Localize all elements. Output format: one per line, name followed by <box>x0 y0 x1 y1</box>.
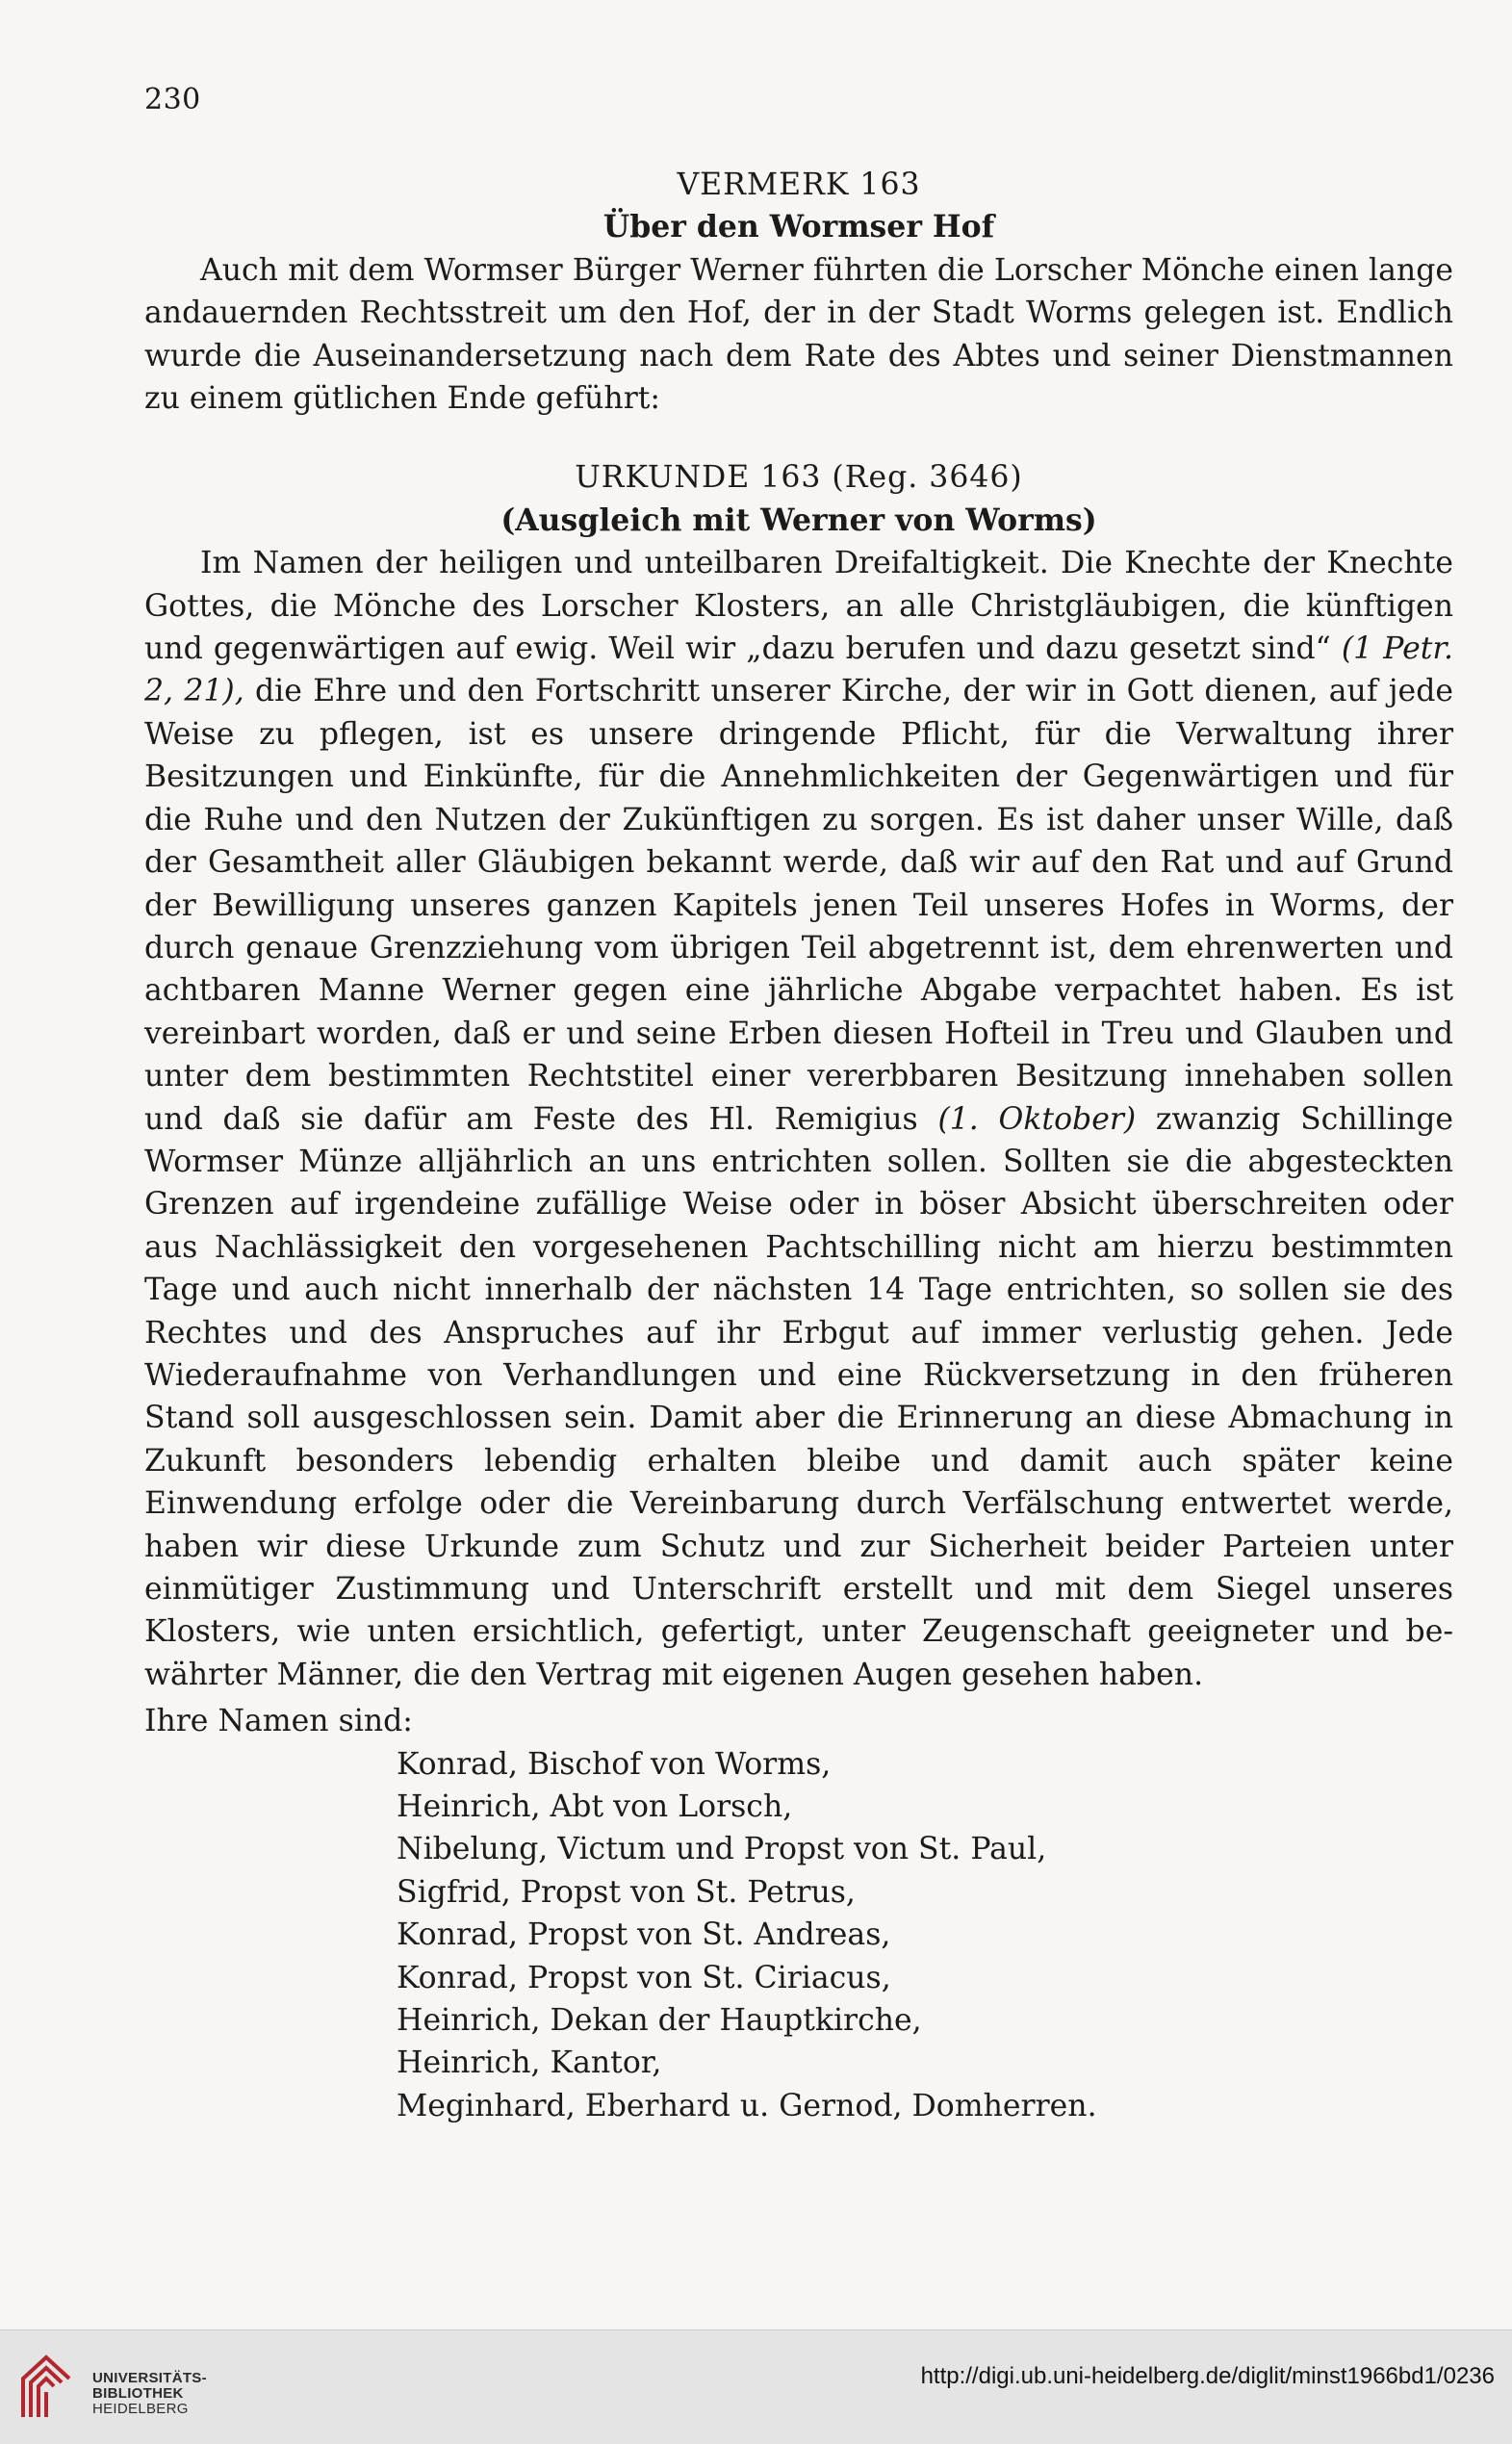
page-number: 230 <box>144 83 201 116</box>
names-intro: Ihre Namen sind: <box>144 1704 413 1739</box>
vermerk-subtitle: Über den Wormser Hof <box>602 209 995 245</box>
vermerk-text: Auch mit dem Wormser Bürger Werner führten die Lorscher Mönche einen lange andauernden Rechtsstreit um den Hof, der in der Stadt Worms gelegen ist. Endlich wurde die Auseinandersetzung nach dem Rate des Abtes und seiner Dienstmannen zu einem gütlichen Ende geführt: <box>144 252 1453 417</box>
witness-name: Konrad, Propst von St. Ciriacus, <box>397 1960 891 1995</box>
logo-line-1: UNIVERSITÄTS- <box>92 2370 207 2386</box>
urkunde-text <box>144 542 1453 1696</box>
witness-name: Heinrich, Dekan der Hauptkirche, <box>397 2003 922 2039</box>
witness-name: Sigfrid, Propst von St. Petrus, <box>397 1874 856 1910</box>
logo-line-2: BIBLIOTHEK <box>92 2385 184 2402</box>
section-gap <box>144 420 1453 456</box>
source-url[interactable]: http://digi.ub.uni-heidelberg.de/diglit/minst1966bd1/0236 <box>920 2363 1495 2389</box>
vermerk-title: VERMERK 163 <box>677 167 921 202</box>
library-logo[interactable] <box>17 2346 239 2429</box>
logo-line-3: HEIDELBERG <box>92 2401 189 2417</box>
page-content <box>144 164 1453 2127</box>
library-logo-icon <box>17 2350 77 2421</box>
witness-name: Heinrich, Abt von Lorsch, <box>397 1789 793 1825</box>
library-logo-text <box>92 2371 207 2417</box>
witness-name: Konrad, Bischof von Worms, <box>397 1746 832 1782</box>
urkunde-title: URKUNDE 163 (Reg. 3646) <box>575 460 1023 496</box>
urkunde-text-part-3: zwanzig Schillinge Wormser Münze alljährlich an uns entrichten sollen. Sollten sie die abgesteckten Grenzen auf irgendeine zufällige Weise oder in böser Absicht überschreiten oder aus Nachlässigkeit den vorgesehenen Pachtschilling nicht am hierzu bestimmten Tage und auch nicht innerhalb der nächsten 14 Tage entrichten, so sollen sie des Rechtes und des Anspruches auf ihr Erbgut auf immer verlustig gehen. Jede Wiederaufnahme von Verhandlungen und eine Rückversetzung in den früheren Stand soll ausgeschlossen sein. Damit aber die Erinnerung an diese Abmachung in Zukunft besonders lebendig erhalten bleibe und damit auch später keine Einwendung erfolge oder die Vereinbarung durch Verfälschung entwertet werde, haben wir diese Urkunde zum Schutz und zur Sicherheit beider Parteien unter einmütiger Zustimmung und Unterschrift erstellt und mit dem Siegel unseres Klosters, wie unten ersichtlich, gefertigt, unter Zeugenschaft geeigneter und bewährter Männer, die den Vertrag mit eigenen Augen gesehen haben. <box>144 1101 1454 1692</box>
witness-name: Heinrich, Kantor, <box>397 2045 662 2081</box>
urkunde-subtitle: (Ausgleich mit Werner von Worms) <box>500 502 1097 538</box>
urkunde-text-part-2: die Ehre und den Fortschritt unserer Kirche, der wir in Gott dienen, auf jede Weise zu pflegen, ist es unsere dringende Pflicht, für die Verwaltung ihrer Besitzungen und Einkünfte, für die Annehmlichkeiten der Gegenwärtigen und für die Ruhe und den Nutzen der Zukünftigen zu sorgen. Es ist daher unser Wille, daß der Gesamtheit aller Gläubigen bekannt werde, daß wir auf den Rat und auf Grund der Bewilligung unseres ganzen Kapitels jenen Teil unseres Hofes in Worms, der durch genaue Grenzziehung vom übrigen Teil abgetrennt ist, dem ehrenwerten und achtbaren Manne Werner gegen eine jährliche Abgabe verpachtet haben. Es ist vereinbart worden, daß er und seine Erben diesen Hofteil in Treu und Glauben und unter dem bestimmten Rechtstitel einer vererbbaren Besitzung innehaben sollen und daß sie dafür am Feste des Hl. Remigius <box>144 674 1454 1137</box>
bible-reference: (1 Petr. 2, 21), <box>144 631 1453 709</box>
witness-list <box>144 1743 1453 2128</box>
witness-name: Konrad, Propst von St. Andreas, <box>397 1917 891 1953</box>
date-reference: (1. Oktober) <box>937 1101 1137 1137</box>
footer-bar <box>0 2329 1512 2444</box>
urkunde-text-part-1: Im Namen der heiligen und unteilbaren Dreifaltigkeit. Die Knechte der Knechte Gottes, die Mönche des Lorscher Klosters, an alle Christgläubigen, die künftigen und gegenwärtigen auf ewig. Weil wir „dazu berufen und dazu gesetzt sind“ <box>144 546 1453 667</box>
witness-name: Meginhard, Eberhard u. Gernod, Domherren. <box>397 2088 1097 2123</box>
witness-name: Nibelung, Victum und Propst von St. Paul, <box>397 1832 1047 1867</box>
